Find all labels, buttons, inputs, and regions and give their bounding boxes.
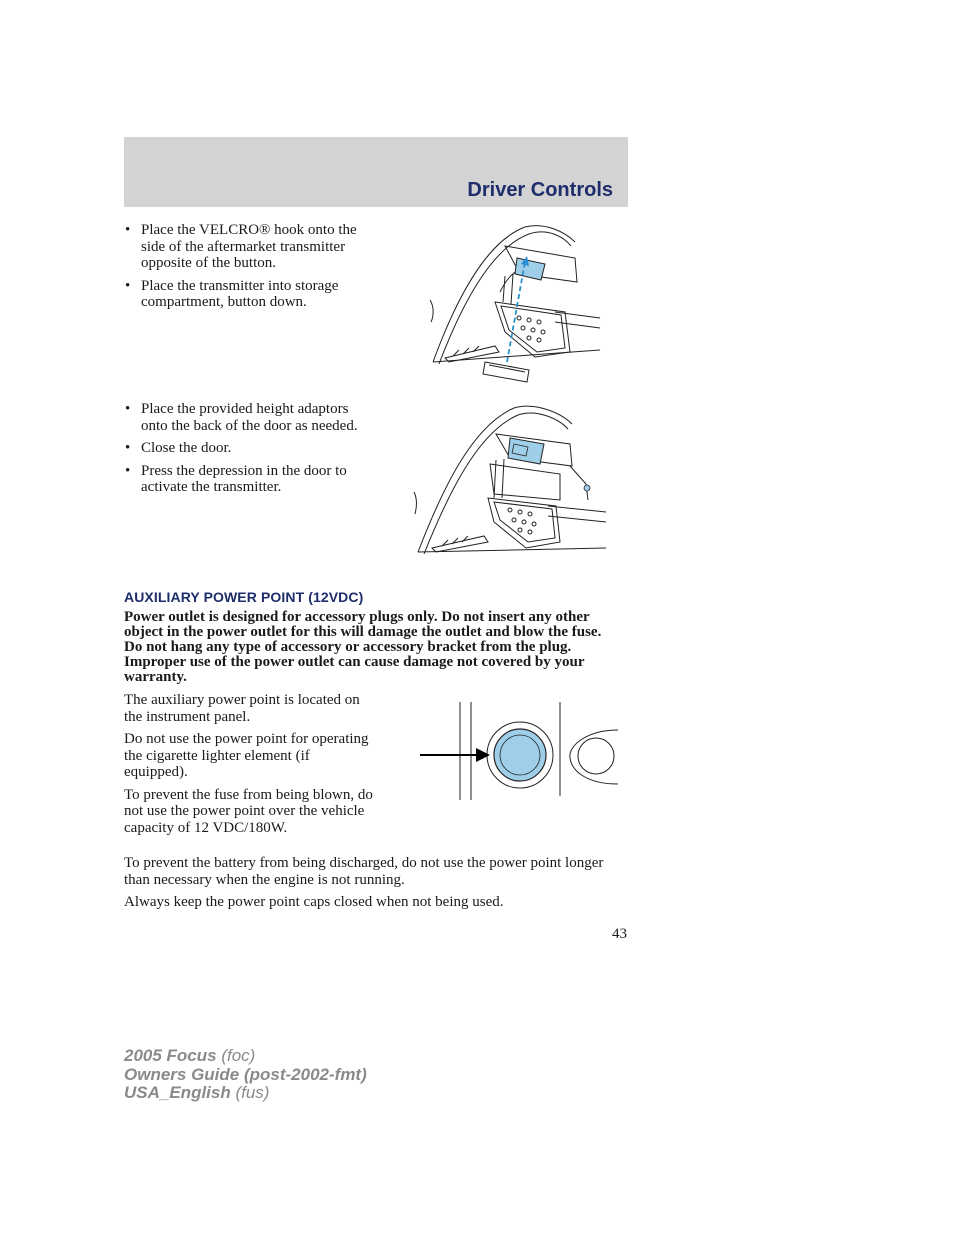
paragraph-caps: Always keep the power point caps closed when not being used. bbox=[124, 894, 504, 910]
transmitter-install-illustration bbox=[425, 222, 610, 387]
footer-line-1: 2005 Focus (foc) bbox=[124, 1046, 256, 1065]
footer bbox=[124, 1047, 367, 1103]
power-point-text bbox=[124, 692, 376, 842]
section-heading: AUXILIARY POWER POINT (12VDC) bbox=[124, 589, 364, 605]
bullet-press-depression: • Press the depression in the door to activate the transmitter. bbox=[124, 463, 376, 496]
paragraph-battery: To prevent the battery from being discharged, do not use the power point longer than necessary when the engine is not running. bbox=[124, 855, 604, 888]
footer-line-2: Owners Guide (post-2002-fmt) bbox=[124, 1064, 367, 1084]
bullet-height-adaptors: • Place the provided height adaptors onto the back of the door as needed. bbox=[124, 401, 376, 434]
footer-line-3: USA_English (fus) bbox=[124, 1083, 270, 1102]
page-title: Driver Controls bbox=[467, 179, 613, 201]
section2-text bbox=[124, 401, 376, 502]
power-point-full-text bbox=[124, 855, 614, 917]
bullet-storage: • Place the transmitter into storage compartment, button down. bbox=[124, 278, 376, 311]
paragraph-cigarette: Do not use the power point for operating the cigarette lighter element (if equipped). bbox=[124, 731, 369, 780]
page-number: 43 bbox=[612, 926, 627, 942]
header-band bbox=[124, 137, 628, 207]
bullet-close-door: • Close the door. bbox=[124, 440, 376, 457]
bullet-velcro: • Place the VELCRO® hook onto the side of the aftermarket transmitter opposite of the button. bbox=[124, 222, 376, 272]
paragraph-fuse: To prevent the fuse from being blown, do not use the power point over the vehicle capacity of 12 VDC/180W. bbox=[124, 786, 373, 836]
section1-text bbox=[124, 222, 376, 317]
paragraph-location: The auxiliary power point is located on the instrument panel. bbox=[124, 692, 360, 725]
transmitter-door-illustration bbox=[410, 402, 610, 570]
power-point-illustration bbox=[418, 700, 618, 804]
warning-text: Power outlet is designed for accessory plugs only. Do not insert any other object in the power outlet for this will damage the outlet and blow the fuse. Do not hang any type of accessory or accessory bracket from the plug. Improper use of the power outlet can cause damage not covered by your warranty. bbox=[124, 609, 602, 685]
